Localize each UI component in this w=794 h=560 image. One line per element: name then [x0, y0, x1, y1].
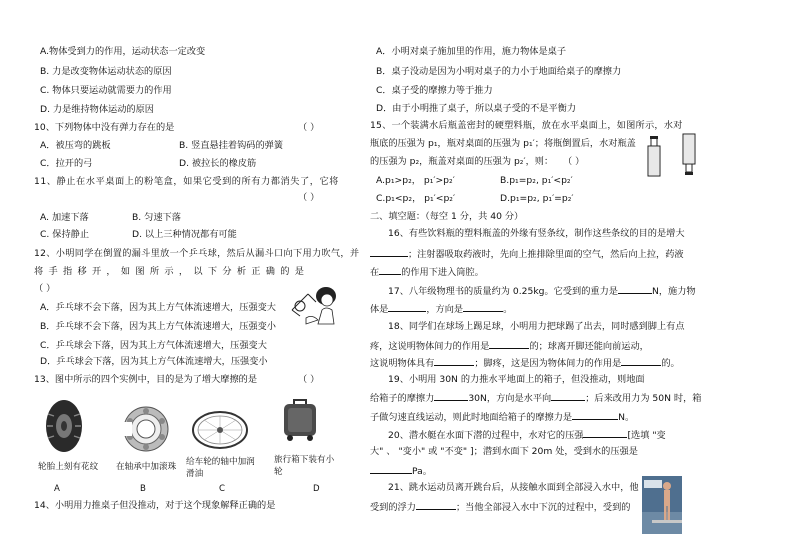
- q13-letter-a: A: [54, 484, 60, 494]
- q14-stem: 14、小明用力推桌子但没推动，对于这个现象解释正确的是: [34, 500, 276, 511]
- q11-answer-paren: （ ）: [298, 192, 320, 203]
- q10-option-c: C．拉开的弓: [40, 158, 93, 169]
- q11-option-a: A. 加速下落: [40, 212, 89, 223]
- funnel-pingpong-figure: [286, 284, 350, 328]
- q13-caption-b: 在轴承中加滚珠: [116, 462, 177, 472]
- q13-caption-d-line2: 轮: [274, 467, 283, 477]
- q11-option-b: B. 匀速下落: [132, 212, 181, 223]
- q14-option-b: B．桌子没动是因为小明对桌子的力小于地面给桌子的摩擦力: [376, 66, 622, 77]
- q20-line1: 20、潜水艇在水面下潜的过程中，水对它的压强 [选填 "变: [388, 430, 666, 441]
- q13-caption-c-line2: 滑油: [186, 469, 204, 479]
- q16-line1: 16、有些饮料瓶的塑料瓶盖的外缘有竖条纹，制作这些条纹的目的是增大: [388, 228, 685, 239]
- q12-option-d: D．乒乓球会下落，因为其上方气体流速增大，压强变小: [40, 356, 268, 367]
- tire-picture: [44, 398, 84, 454]
- q19-line1: 19、小明用 30N 的力推水平地面上的箱子，但没推动，则地面: [388, 374, 645, 385]
- q14-option-a: A．小明对桌子施加里的作用，施力物体是桌子: [376, 46, 567, 57]
- q17-line2: 体是 ，方向是 。: [370, 304, 513, 315]
- q10-option-b: B. 竖直悬挂着钩码的弹簧: [179, 140, 284, 151]
- q13-caption-d-line1: 旅行箱下装有小: [274, 455, 335, 465]
- q14-option-c: C．桌子受的摩擦力等于推力: [376, 85, 493, 96]
- q17-blank3[interactable]: [463, 302, 503, 312]
- q19-blank2[interactable]: [551, 391, 585, 401]
- q17-line1: 17、八年级物理书的质量约为 0.25kg。它受到的重力是 N，施力物: [388, 286, 696, 297]
- bearing-picture: [118, 404, 174, 454]
- q10-option-a: A．被压弯的跳板: [40, 140, 111, 151]
- q20-blank2[interactable]: [370, 464, 412, 474]
- q13-caption-a: 轮胎上刻有花纹: [38, 462, 99, 472]
- q15-option-b: B.p₁=p₂, p₁′<p₂′: [500, 175, 573, 186]
- wheel-axle-picture: [190, 408, 250, 452]
- q9-option-a: A.物体受到力的作用，运动状态一定改变: [40, 46, 206, 57]
- q21-line1: 21、跳水运动员离开跳台后，从接触水面到全部浸入水中，他: [388, 482, 639, 493]
- q13-caption-c-line1: 给车轮的轴中加润: [186, 457, 255, 467]
- q11-stem: 11、静止在水平桌面上的粉笔盒，如果它受到的所有力都消失了，它将: [34, 176, 339, 187]
- q16-line3: 在 的作用下进入筒腔。: [370, 267, 484, 278]
- q21-line2: 受到的浮力 ；当他全部浸入水中下沉的过程中，受到的: [370, 502, 631, 513]
- q14-option-d: D．由于小明推了桌子，所以桌子受的不是平衡力: [376, 103, 577, 114]
- q18-blank1[interactable]: [489, 339, 529, 349]
- q15-stem-line2: 瓶底的压强为 p₁，瓶对桌面的压强为 p₁′；将瓶倒置后，水对瓶盖: [370, 138, 636, 149]
- q13-answer-paren: （ ）: [298, 374, 320, 385]
- q12-option-a: A．乒乓球不会下落，因为其上方气体流速增大，压强变大: [40, 302, 276, 313]
- q15-option-d: D.p₁=p₂, p₁′=p₂′: [500, 193, 574, 204]
- bottles-figure: [645, 132, 703, 178]
- q9-option-c: C. 物体只要运动就需要力的作用: [40, 85, 172, 96]
- q10-answer-paren: （ ）: [298, 122, 320, 133]
- suitcase-picture: [280, 398, 322, 442]
- q18-line1: 18、同学们在球场上踢足球，小明用力把球踢了出去，同时感到脚上有点: [388, 321, 685, 332]
- q18-line2: 疼，这说明物体间力的作用是 的；球离开脚还能向前运动，: [370, 341, 649, 352]
- q9-option-d: D. 力是维持物体运动的原因: [40, 104, 154, 115]
- q16-blank1[interactable]: [370, 247, 408, 257]
- q12-stem-line1: 12、小明同学在倒置的漏斗里放一个乒乓球，然后从漏斗口向下用力吹气，并: [34, 248, 360, 259]
- q19-blank3[interactable]: [572, 410, 618, 420]
- q20-line2: 大" 、 "变小" 或 "不变" ]；潜到水面下 20m 处，受到水的压强是: [370, 446, 638, 457]
- q13-letter-b: B: [140, 484, 146, 494]
- q10-option-d: D. 被拉长的橡皮筋: [179, 158, 257, 169]
- section2-title: 二、填空题：（每空 1 分，共 40 分）: [370, 211, 524, 222]
- q11-option-c: C. 保持静止: [40, 229, 90, 240]
- q15-option-c: C.p₁<p₂， p₁′<p₂′: [376, 193, 456, 204]
- q11-option-d: D. 以上三种情况都有可能: [132, 229, 237, 240]
- q15-answer-paren: （ ）: [563, 156, 585, 167]
- q18-line3: 这说明物体具有 ；脚疼，这是因为物体间力的作用是 的。: [370, 358, 680, 369]
- q13-stem: 13、图中所示的四个实例中，目的是为了增大摩擦的是: [34, 374, 258, 385]
- q17-blank1[interactable]: [618, 284, 652, 294]
- q12-option-b: B．乒乓球不会下落，因为其上方气体流速增大，压强变小: [40, 321, 276, 332]
- q19-blank1[interactable]: [434, 391, 468, 401]
- q19-line2: 给箱子的摩擦力 30N，方向是水平向 ；后来改用力为 50N 时，箱: [370, 393, 702, 404]
- q16-line2: ；注射器吸取药液时，先向上推排除里面的空气，然后向上拉，药液: [370, 247, 684, 261]
- q20-blank1[interactable]: [583, 428, 627, 438]
- diver-photo: [642, 476, 682, 534]
- q16-blank2[interactable]: [379, 265, 401, 275]
- q19-line3: 子做匀速直线运动，则此时地面给箱子的摩擦力是 N。: [370, 412, 635, 423]
- q12-stem-line2: 将手指移开，如图所示，以下分析正确的是: [34, 266, 310, 277]
- q21-blank1[interactable]: [416, 500, 456, 510]
- q20-line3: Pa。: [370, 464, 432, 478]
- q10-stem: 10、下列物体中没有弹力存在的是: [34, 122, 175, 133]
- q12-option-c: C．乒乓球会下落，因为其上方气体流速增大，压强变大: [40, 340, 267, 351]
- q17-blank2[interactable]: [388, 302, 426, 312]
- q15-stem-line1: 15、一个装满水后瓶盖密封的硬塑料瓶，放在水平桌面上，如图所示，水对: [370, 120, 683, 131]
- q13-letter-c: C: [219, 484, 226, 494]
- q9-option-b: B. 力是改变物体运动状态的原因: [40, 66, 172, 77]
- q12-answer-paren: （ ）: [34, 283, 56, 294]
- q15-stem-line3: 的压强为 p₂，瓶盖对桌面的压强为 p₂′，则：: [370, 156, 554, 167]
- q15-option-a: A.p₁>p₂， p₁′>p₂′: [376, 175, 455, 186]
- q13-letter-d: D: [313, 484, 320, 494]
- q18-blank3[interactable]: [621, 356, 661, 366]
- q18-blank2[interactable]: [434, 356, 474, 366]
